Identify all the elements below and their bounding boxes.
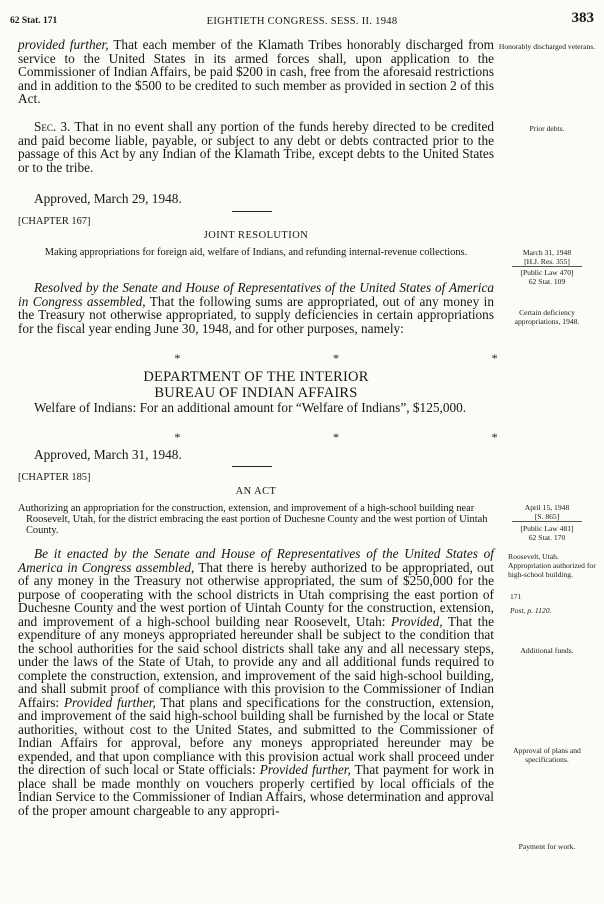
margin-date-167: March 31, 1948 bbox=[522, 248, 572, 257]
margin-public-law-481: [Public Law 481] bbox=[520, 524, 574, 533]
star: * bbox=[332, 351, 339, 365]
divider bbox=[232, 211, 272, 212]
star: * bbox=[332, 430, 339, 444]
enacting-clause bbox=[18, 547, 494, 817]
department-heading: DEPARTMENT OF THE INTERIOR bbox=[143, 369, 369, 385]
proviso-3: Provided further, bbox=[259, 762, 351, 777]
resolving-clause bbox=[18, 281, 494, 335]
enacting-text-2: That the expenditure of any moneys appropriated hereunder shall be subject to the condition that the school authorities for the said school districts shall take any and all necessary steps, under the laws of the State of Utah, to provide any and all additional funds required to complete the construction, extension, and improvement of the said high-school building, and shall submit proof of compliance with this provision to the Commissioner of Indian Affairs: bbox=[18, 613, 494, 710]
enacting-text-3: That plans and specifications for the construction, extension, and improvement of the said high-school building shall be furnished by the local or State authorities, without cost to the United States, and submitted to the Commissioner of Indian Affairs for approval, before any moneys appropriated hereunder may be expended, and that upon compliance with this provision actual work shall proceed under the direction of such local or State officials: bbox=[18, 694, 494, 777]
chapter-167-title: Making appropriations for foreign aid, welfare of Indians, and refunding internal-revenue collections. bbox=[44, 247, 468, 258]
margin-divider bbox=[512, 266, 582, 267]
enacting-text-1: That there is hereby authorized to be appropriated, out of any money in the Treasury not otherwise appropriated, the sum of $250,000 for the purpose of cooperating with the school districts in Utah comprising the east portion of Duchesne County and the west portion of Uintah County for the construction, extension, and improvement of a high-school building near Roosevelt, Utah: bbox=[18, 559, 494, 629]
section-3-paragraph bbox=[18, 120, 494, 174]
margin-note-deficiency: Certain deficiency appropriations, 1948. bbox=[514, 308, 580, 326]
resolving-lead: Resolved by the Senate and House of Representatives of the United States of America in Congress assembled, bbox=[18, 280, 494, 309]
margin-s-865: [S. 865] bbox=[534, 512, 560, 521]
margin-stat-109: 62 Stat. 109 bbox=[528, 277, 566, 286]
running-head: EIGHTIETH CONGRESS. SESS. II. 1948 bbox=[206, 16, 398, 27]
enacting-text-4: That payment for work in place shall be made monthly on vouchers properly certified by local officials of the Indian Service to the Commissioner of Indian Affairs, whose determination and approval of the proper amount chargeable to any appropri- bbox=[18, 762, 494, 818]
margin-note-additional-funds: Additional funds. bbox=[520, 646, 574, 655]
enacting-lead: Be it enacted by the Senate and House of Representatives of the United States of America in Congress assembled, bbox=[18, 546, 494, 575]
proviso-text: That each member of the Klamath Tribes honorably discharged from service to the United States in its armed forces shall, upon application to the Commissioner of Indian Affairs, be paid $200 in cash, free from the aforesaid restrictions and in addition to the $500 to be credited to such member as provided in section 2 of this Act. bbox=[18, 37, 494, 106]
margin-note-171: 171 bbox=[510, 592, 522, 601]
proviso-2: Provided further, bbox=[63, 694, 156, 710]
section-text: That in no event shall any portion of the funds hereby directed to be credited and paid become liable, payable, or subject to any debt or debts contracted prior to the passage of this Act by any Indian of the Klamath Tribe, except debts to the United States or to the tribe. bbox=[18, 119, 494, 175]
chapter-185-title: Authorizing an appropriation for the construction, extension, and improvement of a high-school building near Roosevelt, Utah, for the district embracing the east portion of Duchesne County and the west portion of Uintah County. bbox=[18, 503, 488, 536]
margin-divider bbox=[512, 521, 582, 522]
margin-public-law-470: [Public Law 470] bbox=[520, 268, 574, 277]
margin-note-payment: Payment for work. bbox=[518, 842, 576, 851]
klamath-proviso-paragraph bbox=[18, 38, 494, 106]
star: * bbox=[491, 351, 498, 365]
margin-hj-res: [H.J. Res. 355] bbox=[524, 257, 570, 266]
margin-date-185: April 15, 1948 bbox=[524, 503, 570, 512]
bureau-heading: BUREAU OF INDIAN AFFAIRS bbox=[154, 385, 358, 401]
page-header bbox=[10, 10, 594, 28]
welfare-appropriation: Welfare of Indians: For an additional amount for “Welfare of Indians”, $125,000. bbox=[34, 400, 467, 415]
proviso-lead: provided further, bbox=[18, 37, 109, 52]
section-stars-1 bbox=[18, 351, 604, 366]
star: * bbox=[491, 430, 498, 444]
section-stars-2 bbox=[18, 430, 604, 445]
chapter-167-label: [CHAPTER 167] bbox=[18, 216, 91, 227]
chapter-185-label: [CHAPTER 185] bbox=[18, 472, 91, 483]
chapter-167-heading: JOINT RESOLUTION bbox=[203, 230, 309, 241]
margin-note-post: Post, p. 1120. bbox=[510, 606, 552, 615]
margin-note-approval-of-plans: Approval of plans and specifications. bbox=[513, 746, 581, 764]
divider bbox=[232, 466, 272, 467]
resolving-text: That the following sums are appropriated, out of any money in the Treasury not otherwise appropriated, to supply deficiencies in certain appropriations for the fiscal year ending June 30, 1948, and for other purposes, namely: bbox=[18, 293, 494, 336]
star: * bbox=[174, 430, 181, 444]
margin-note-honorably-discharged: Honorably discharged veterans. bbox=[498, 42, 596, 51]
approval-date-1: Approved, March 29, 1948. bbox=[34, 191, 182, 206]
page-number: 383 bbox=[571, 10, 594, 26]
margin-note-roosevelt: Roosevelt, Utah. Appropriation authorized for high-school building. bbox=[508, 552, 596, 579]
section-label: Sec. 3. bbox=[34, 119, 71, 134]
margin-stat-170: 62 Stat. 170 bbox=[528, 533, 566, 542]
margin-note-prior-debts: Prior debts. bbox=[529, 124, 565, 133]
approval-date-2: Approved, March 31, 1948. bbox=[34, 447, 182, 462]
statute-reference: 62 Stat. 171 bbox=[10, 16, 58, 26]
proviso-1: Provided, bbox=[390, 613, 443, 629]
star: * bbox=[174, 351, 181, 365]
chapter-185-heading: AN ACT bbox=[235, 486, 277, 497]
